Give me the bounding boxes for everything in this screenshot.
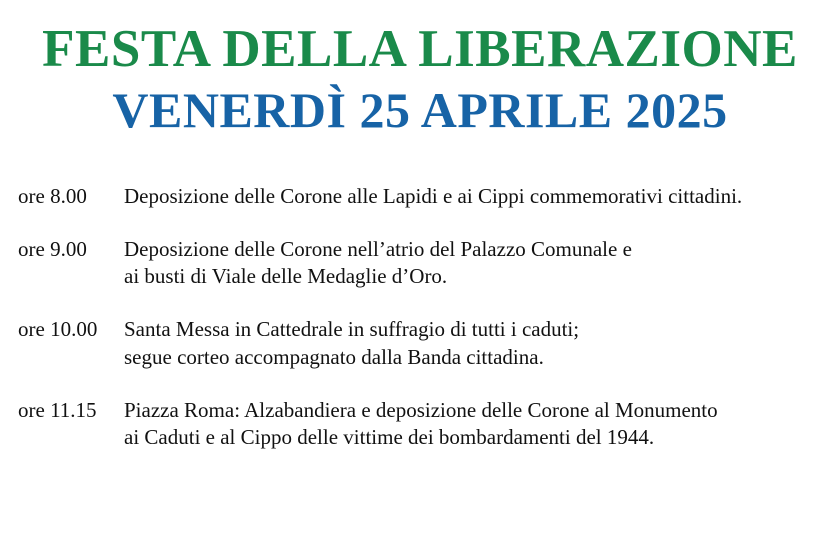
schedule-list [0,183,840,452]
schedule-item-line: ai Caduti e al Cippo delle vittime dei bombardamenti del 1944. [124,425,655,450]
schedule-item-description [124,236,820,291]
schedule-item [18,236,820,291]
page-subtitle: VENERDÌ 25 APRILE 2025 [112,82,728,139]
schedule-item-description [124,397,820,452]
poster-title-block [0,0,840,137]
schedule-item-time: ore 11.15 [18,398,97,423]
schedule-item-time: ore 9.00 [18,236,87,261]
schedule-item-line: Deposizione delle Corone nell’atrio del Palazzo Comunale e [124,236,632,261]
schedule-item-line: Piazza Roma: Alzabandiera e deposizione delle Corone al Monumento [124,398,718,423]
schedule-item-line: Deposizione delle Corone alle Lapidi e ai Cippi commemorativi cittadini. [124,183,743,208]
schedule-item-time: ore 8.00 [18,183,87,208]
schedule-item [18,183,820,210]
schedule-item-line: ai busti di Viale delle Medaglie d’Oro. [124,264,448,289]
schedule-item [18,316,820,371]
schedule-item-time: ore 10.00 [18,317,98,342]
schedule-item-line: segue corteo accompagnato dalla Banda cittadina. [124,344,544,369]
page-title: FESTA DELLA LIBERAZIONE [42,20,798,78]
schedule-item-description [124,183,820,210]
schedule-item-line: Santa Messa in Cattedrale in suffragio di tutti i caduti; [124,317,580,342]
schedule-item [18,397,820,452]
schedule-item-description [124,316,820,371]
